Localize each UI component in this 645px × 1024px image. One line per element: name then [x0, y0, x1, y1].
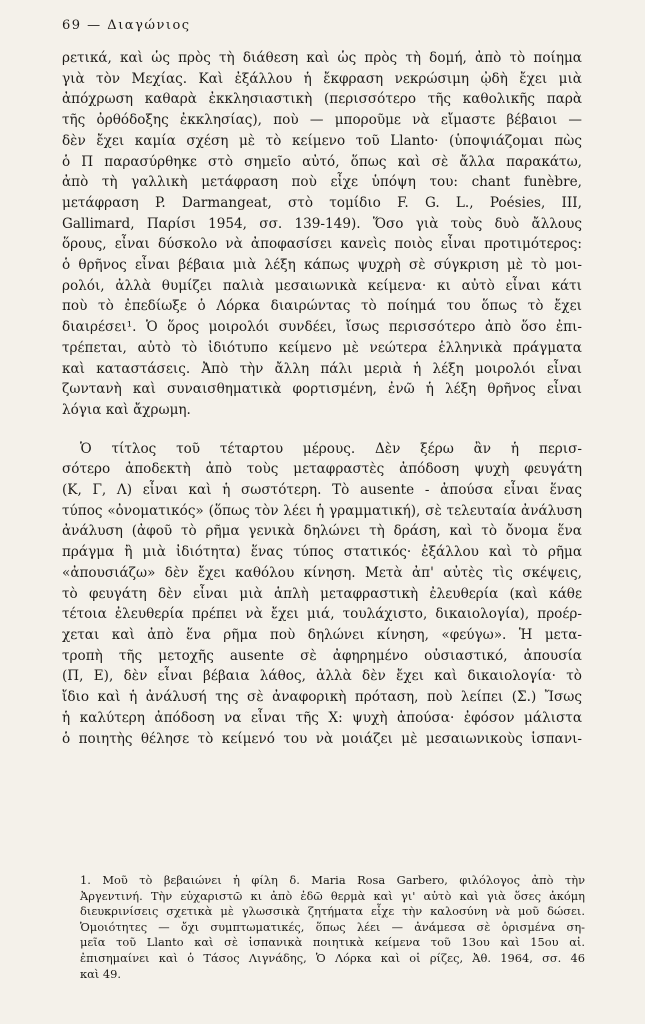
paragraph-1 [62, 48, 582, 421]
text-line: καὶ καταστάσεις. Ἀπὸ τὴν ἄλλη πάλι μεριὰ ἡ λέξη μοιρολόι εἶναι [62, 360, 582, 377]
footnote-line: 1. Μοῦ τὸ βεβαιώνει ἡ φίλη δ. Maria Rosa Garbero, φιλόλογος ἀπὸ τὴν [80, 873, 585, 887]
text-line: ἴδιο καὶ ἡ ἀνάλυσή της σὲ ἀναφορικὴ πρόταση, ποὺ λείπει (Σ.) Ἴσως [62, 689, 582, 706]
text-line: Gallimard, Παρίσι 1954, σσ. 139-149). Ὅσο γιὰ τοὺς δυὸ ἄλλους [62, 215, 582, 232]
footnote-line: μεῖα τοῦ Llanto καὶ σὲ ἱσπανικὰ ποιητικὰ κείμενα τοῦ 13ου καὶ 15ου αἰ. [80, 935, 585, 950]
text-line: (Π, Ε), δὲν εἶναι βέβαια λάθος, ἀλλὰ δὲν ἔχει καὶ δικαιολογία· τὸ [62, 668, 582, 685]
text-line: ἀνάλυση (ἀφοῦ τὸ ρῆμα γενικὰ δηλώνει τὴ δράση, καὶ τὸ ὄνομα ἕνα [62, 523, 582, 540]
text-line: χεται καὶ ἀπὸ ἕνα ρῆμα ποὺ δηλώνει κίνηση, «φεύγω». Ἡ μετα- [62, 626, 582, 643]
text-line: λόγια καὶ ἄχρωμη. [62, 401, 191, 418]
text-line: τρέπεται, αὐτὸ τὸ ἰδιότυπο κείμενο μὲ νεώτερα ἑλληνικὰ πράγματα [62, 339, 582, 356]
running-head: 69 — Διαγώνιος [62, 18, 191, 33]
text-line: (Κ, Γ, Λ) εἶναι καὶ ἡ σωστότερη. Τὸ ausente - ἀπούσα εἶναι ἕνας [62, 482, 582, 499]
text-line: ρετικά, καὶ ὡς πρὸς τὴ διάθεση καὶ ὡς πρὸς τὴ δομή, ἀπὸ τὸ ποίημα [62, 50, 582, 66]
text-line: ὁ Π παρασύρθηκε στὸ σημεῖο αὐτό, ὅπως καὶ σὲ ἄλλα παρακάτω, [62, 153, 582, 170]
footnote-line: Ἀργεντινή. Τὴν εὐχαριστῶ κι ἀπὸ ἐδῶ θερμὰ καὶ γι' αὐτὸ καὶ γιὰ ὅσες ἀκόμη [80, 888, 585, 903]
text-line: ποὺ τὸ ἐπεδίωξε ὁ Λόρκα διαιρώντας τὸ ποίημά του ὅπως τὸ ἔχει [62, 298, 582, 315]
paragraph-2 [62, 439, 582, 750]
text-line: τέτοια ἐλευθερία πρέπει νὰ ἔχει μιά, τουλάχιστο, δικαιολογία), προέρ- [62, 606, 582, 623]
text-line: γιὰ τὸν Μεχίας. Καὶ ἐξάλλου ἡ ἔκφραση νεκρώσιμη ᾠδὴ ἔχει μιὰ [62, 70, 582, 87]
text-line: ὁ ποιητὴς θέλησε τὸ κείμενό του νὰ μοιάζει μὲ μεσαιωνικοὺς ἱσπανι- [62, 730, 582, 747]
text-line: ἡ καλύτερη ἀπόδοση να εἶναι τῆς Χ: ψυχὴ ἀπούσα· ἐφόσον μάλιστα [62, 709, 582, 726]
text-line: δὲν ἔχει καμία σχέση μὲ τὸ κείμενο τοῦ Llanto· (ὑποψιάζομαι πὼς [62, 132, 582, 149]
text-line: σότερο ἀποδεκτὴ ἀπὸ τοὺς μεταφραστὲς ἀπόδοση ψυχὴ φευγάτη [62, 461, 582, 478]
text-line: τὸ φευγάτη δὲν εἶναι μιὰ ἁπλὴ μεταφραστικὴ ἐλευθερία (καὶ κάθε [62, 585, 582, 602]
text-line: πράγμα ἢ μιὰ ἰδιότητα) ἕνας τύπος στατικός· ἐξάλλου καὶ τὸ ρῆμα [62, 544, 582, 561]
text-line: ἀπὸ τὴ γαλλικὴ μετάφραση ποὺ εἶχε ὑπόψη του: chant funèbre, [62, 174, 582, 191]
text-line: τύπος «ὀνοματικός» (ὅπως τὸν λέει ἡ γραμματική), σὲ τελευταία ἀνάλυση [62, 502, 582, 519]
text-line: ὁ θρῆνος εἶναι βέβαια μιὰ λέξη κάπως ψυχρὴ σὲ σύγκριση μὲ τὸ μοι- [62, 257, 582, 274]
footnote-line: ἐπισημαίνει καὶ ὁ Τάσος Λιγνάδης, Ὁ Λόρκα καὶ οἱ ρίζες, Ἀθ. 1964, σσ. 46 [80, 950, 585, 965]
text-line: ζωντανὴ καὶ συναισθηματικὰ φορτισμένη, ἐνῶ ἡ λέξη θρῆνος εἶναι [62, 381, 582, 398]
text-line: μετάφραση P. Darmangeat, στὸ τομίδιο F. G. L., Poésies, III, [62, 194, 582, 211]
text-line: διαιρέσει¹. Ὁ ὅρος μοιρολόι συνδέει, ἴσως περισσότερο ἀπὸ ὅσο ἐπι- [62, 319, 582, 336]
text-line: ρολόι, ἀλλὰ θυμίζει παλιὰ μεσαιωνικὰ κείμενα· κι αὐτὸ εἶναι κάτι [62, 277, 582, 294]
text-line: τροπὴ τῆς μετοχῆς ausente σὲ ἀφηρημένο οὐσιαστικό, ἀπουσία [62, 647, 582, 664]
text-line: «ἀπουσιάζω» δὲν ἔχει καθόλου κίνηση. Μετὰ ἀπ' αὐτὲς τὶς σκέψεις, [62, 564, 582, 581]
text-line: Ὁ τίτλος τοῦ τέταρτου μέρους. Δὲν ξέρω ἂν ἡ περισ- [80, 440, 582, 457]
text-line: ὅρους, εἶναι δύσκολο νὰ ἀποφασίσει κανεὶς ποιὸς εἶναι προτιμότερος: [62, 236, 582, 253]
footnote-line: Ὁμοιότητες — ὄχι συμπτωματικές, ὅπως λέει — ἀνάμεσα σὲ ὁρισμένα ση- [80, 919, 585, 934]
main-text [62, 48, 582, 749]
text-line: ἀπόχρωση καθαρὰ ἐκκλησιαστικὴ (περισσότερο τῆς καθολικῆς παρὰ [62, 91, 582, 108]
text-line: τῆς ὀρθόδοξης ἐκκλησίας), ποὺ — μποροῦμε νὰ εἴμαστε βέβαιοι — [62, 112, 582, 129]
footnote-line: διευκρινίσεις σχετικὰ μὲ γλωσσικὰ ζητήματα εἶχε τὴν καλοσύνη νὰ μοῦ δώσει. [80, 904, 585, 919]
footnote-line: καὶ 49. [80, 966, 122, 981]
footnote [80, 873, 585, 982]
